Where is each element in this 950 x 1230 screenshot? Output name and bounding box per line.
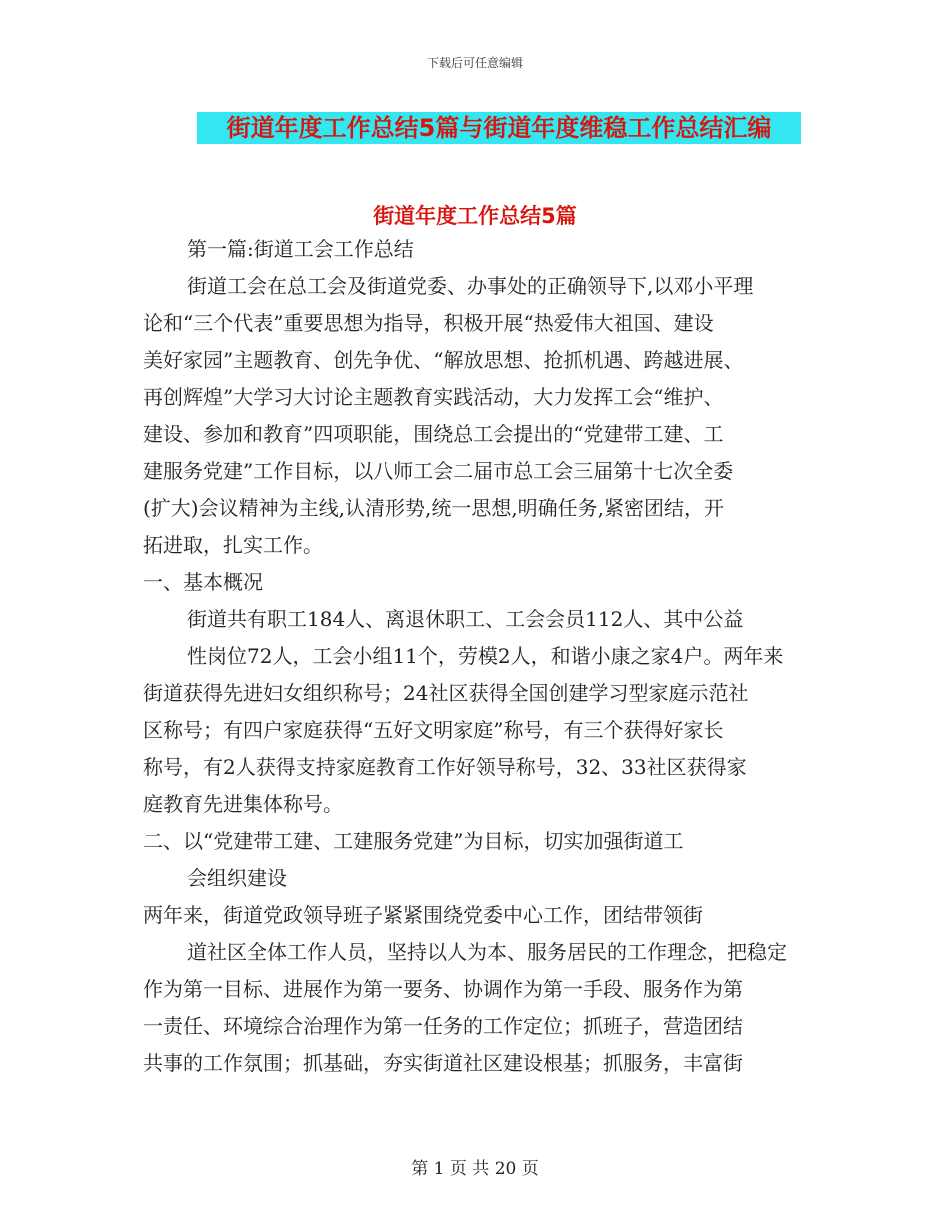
text-line: 作为第一目标、进展作为第一要务、协调作为第一手段、服务作为第 [143,977,743,1001]
text-line: 建服务党建”工作目标，以八师工会二届市总工会三届第十七次全委 [143,459,734,483]
text-line: 第一篇:街道工会工作总结 [187,237,414,261]
text-line: 街道获得先进妇女组织称号；24社区获得全国创建学习型家庭示范社 [143,681,749,705]
text-line: 美好家园”主题教育、创先争优、“解放思想、抢抓机遇、跨越进展、 [143,348,744,372]
section-title: 街道年度工作总结5篇 [373,204,577,228]
header-note: 下载后可任意编辑 [426,56,523,70]
text-line: 性岗位72人，工会小组11个，劳模2人，和谐小康之家4户。两年来 [187,644,784,668]
text-line: 二、以“党建带工建、工建服务党建”为目标，切实加强街道工 [143,829,684,853]
text-line: 街道工会在总工会及街道党委、办事处的正确领导下,以邓小平理 [187,274,754,298]
text-line: 区称号；有四户家庭获得“五好文明家庭”称号，有三个获得好家长 [143,718,724,742]
text-line: 建设、参加和教育”四项职能，围绕总工会提出的“党建带工建、工 [143,422,724,446]
document-title: 街道年度工作总结5篇与街道年度维稳工作总结汇编 [197,112,801,144]
text-line: 共事的工作氛围；抓基础，夯实街道社区建设根基；抓服务，丰富街 [143,1051,743,1075]
text-line: 拓进取，扎实工作。 [143,533,323,557]
text-line: 两年来，街道党政领导班子紧紧围绕党委中心工作，团结带领街 [143,903,703,927]
text-line: 会组织建设 [187,866,287,890]
text-line: 道社区全体工作人员，坚持以人为本、服务居民的工作理念，把稳定 [187,940,787,964]
text-line: 再创辉煌”大学习大讨论主题教育实践活动，大力发挥工会“维护、 [143,385,724,409]
text-line: 街道共有职工184人、离退休职工、工会会员112人、其中公益 [187,607,744,631]
text-line: 一、基本概况 [143,570,263,594]
text-line: 称号，有2人获得支持家庭教育工作好领导称号，32、33社区获得家 [143,755,747,779]
text-line: (扩大)会议精神为主线,认清形势,统一思想,明确任务,紧密团结，开 [143,496,725,520]
text-line: 庭教育先进集体称号。 [143,792,343,816]
text-line: 论和“三个代表”重要思想为指导，积极开展“热爱伟大祖国、建设 [143,311,714,335]
page-number: 第 1 页 共 20 页 [411,1159,539,1179]
text-line: 一责任、环境综合治理作为第一任务的工作定位；抓班子，营造团结 [143,1014,743,1038]
